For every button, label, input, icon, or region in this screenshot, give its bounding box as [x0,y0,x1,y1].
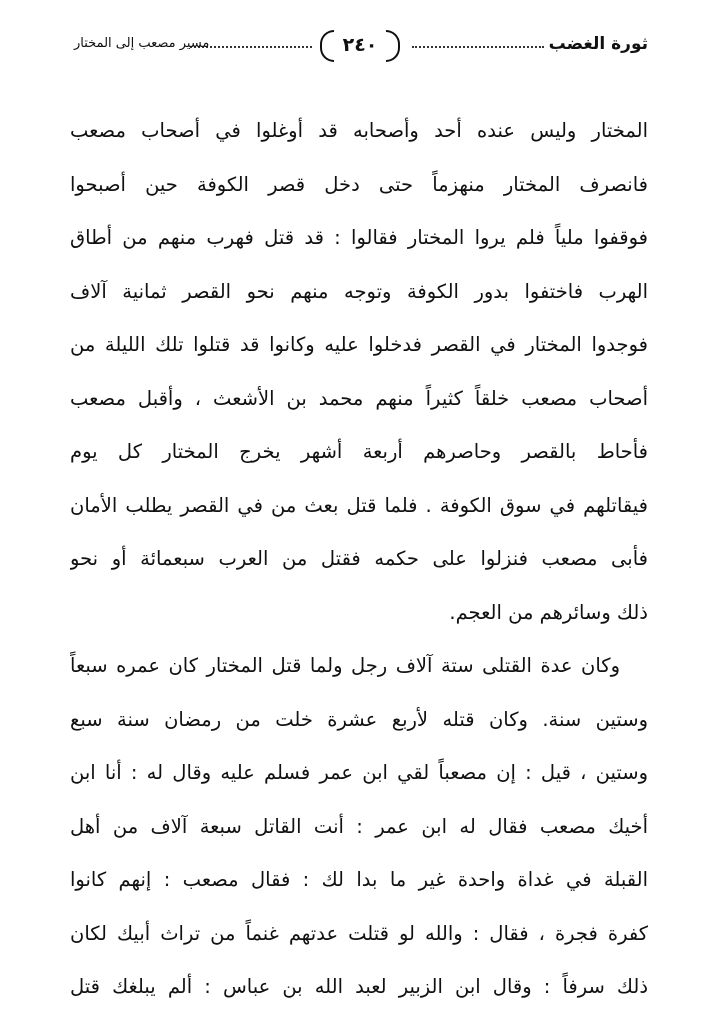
text-line: أخيك مصعب فقال له ابن عمر : أنت القاتل سبعة آلاف من أهل [70,814,648,838]
book-title: ثورة الغضب [548,34,648,54]
chapter-title: مسير مصعب إلى المختار [74,36,210,51]
text-line: ذلك سرفاً : وقال ابن الزبير لعبد الله بن عباس : ألم يبلغك قتل [70,975,648,998]
text-line: أصحاب مصعب خلقاً كثيراً منهم محمد بن الأشعث ، وأقبل مصعب [70,386,648,410]
text-line: الهرب فاختفوا بدور الكوفة وتوجه منهم نحو القصر ثمانية آلاف [70,279,648,303]
text-line: فأحاط بالقصر وحاصرهم أربعة أشهر يخرج المختار كل يوم [70,440,648,463]
page-number-frame [320,28,400,62]
text-line: المختار وليس عنده أحد وأصحابه قد أوغلوا في أصحاب مصعب [70,119,648,142]
text-line: فوقفوا ملياً فلم يروا المختار فقالوا : قد قتل فهرب منهم من أطاق [70,226,648,249]
body-text [70,104,648,1014]
ornament-bracket-right [386,30,400,62]
text-line: فأبى مصعب فنزلوا على حكمه فقتل من العرب سبعمائة أو نحو [70,547,648,570]
page-number: ٢٤٠ [342,34,378,56]
text-line-paragraph-start: وكان عدة القتلى ستة آلاف رجل ولما قتل المختار كان عمره سبعاً [70,654,620,677]
text-line: القبلة في غداة واحدة غير ما بدا لك : فقال مصعب : إنهم كانوا [70,868,648,891]
running-header [74,28,648,64]
text-line: فوجدوا المختار في القصر فدخلوا عليه وكانوا قد قتلوا تلك الليلة من [70,333,648,356]
text-line: كفرة فجرة ، فقال : والله لو قتلت عدتهم غنماً من تراث أبيك لكان [70,921,648,945]
header-dotted-rule-right [412,46,544,48]
ornament-bracket-left [320,30,334,62]
text-line: وستين سنة. وكان قتله لأربع عشرة خلت من رمضان سنة سبع [70,707,648,731]
text-line-paragraph-end: ذلك وسائرهم من العجم. [449,600,648,624]
text-line: فيقاتلهم في سوق الكوفة . فلما قتل بعث من في القصر يطلب الأمان [70,493,648,517]
text-line: فانصرف المختار منهزماً حتى دخل قصر الكوفة حين أصبحوا [70,172,648,196]
text-line: وستين ، قيل : إن مصعباً لقي ابن عمر فسلم عليه وقال له : أنا ابن [70,761,648,784]
